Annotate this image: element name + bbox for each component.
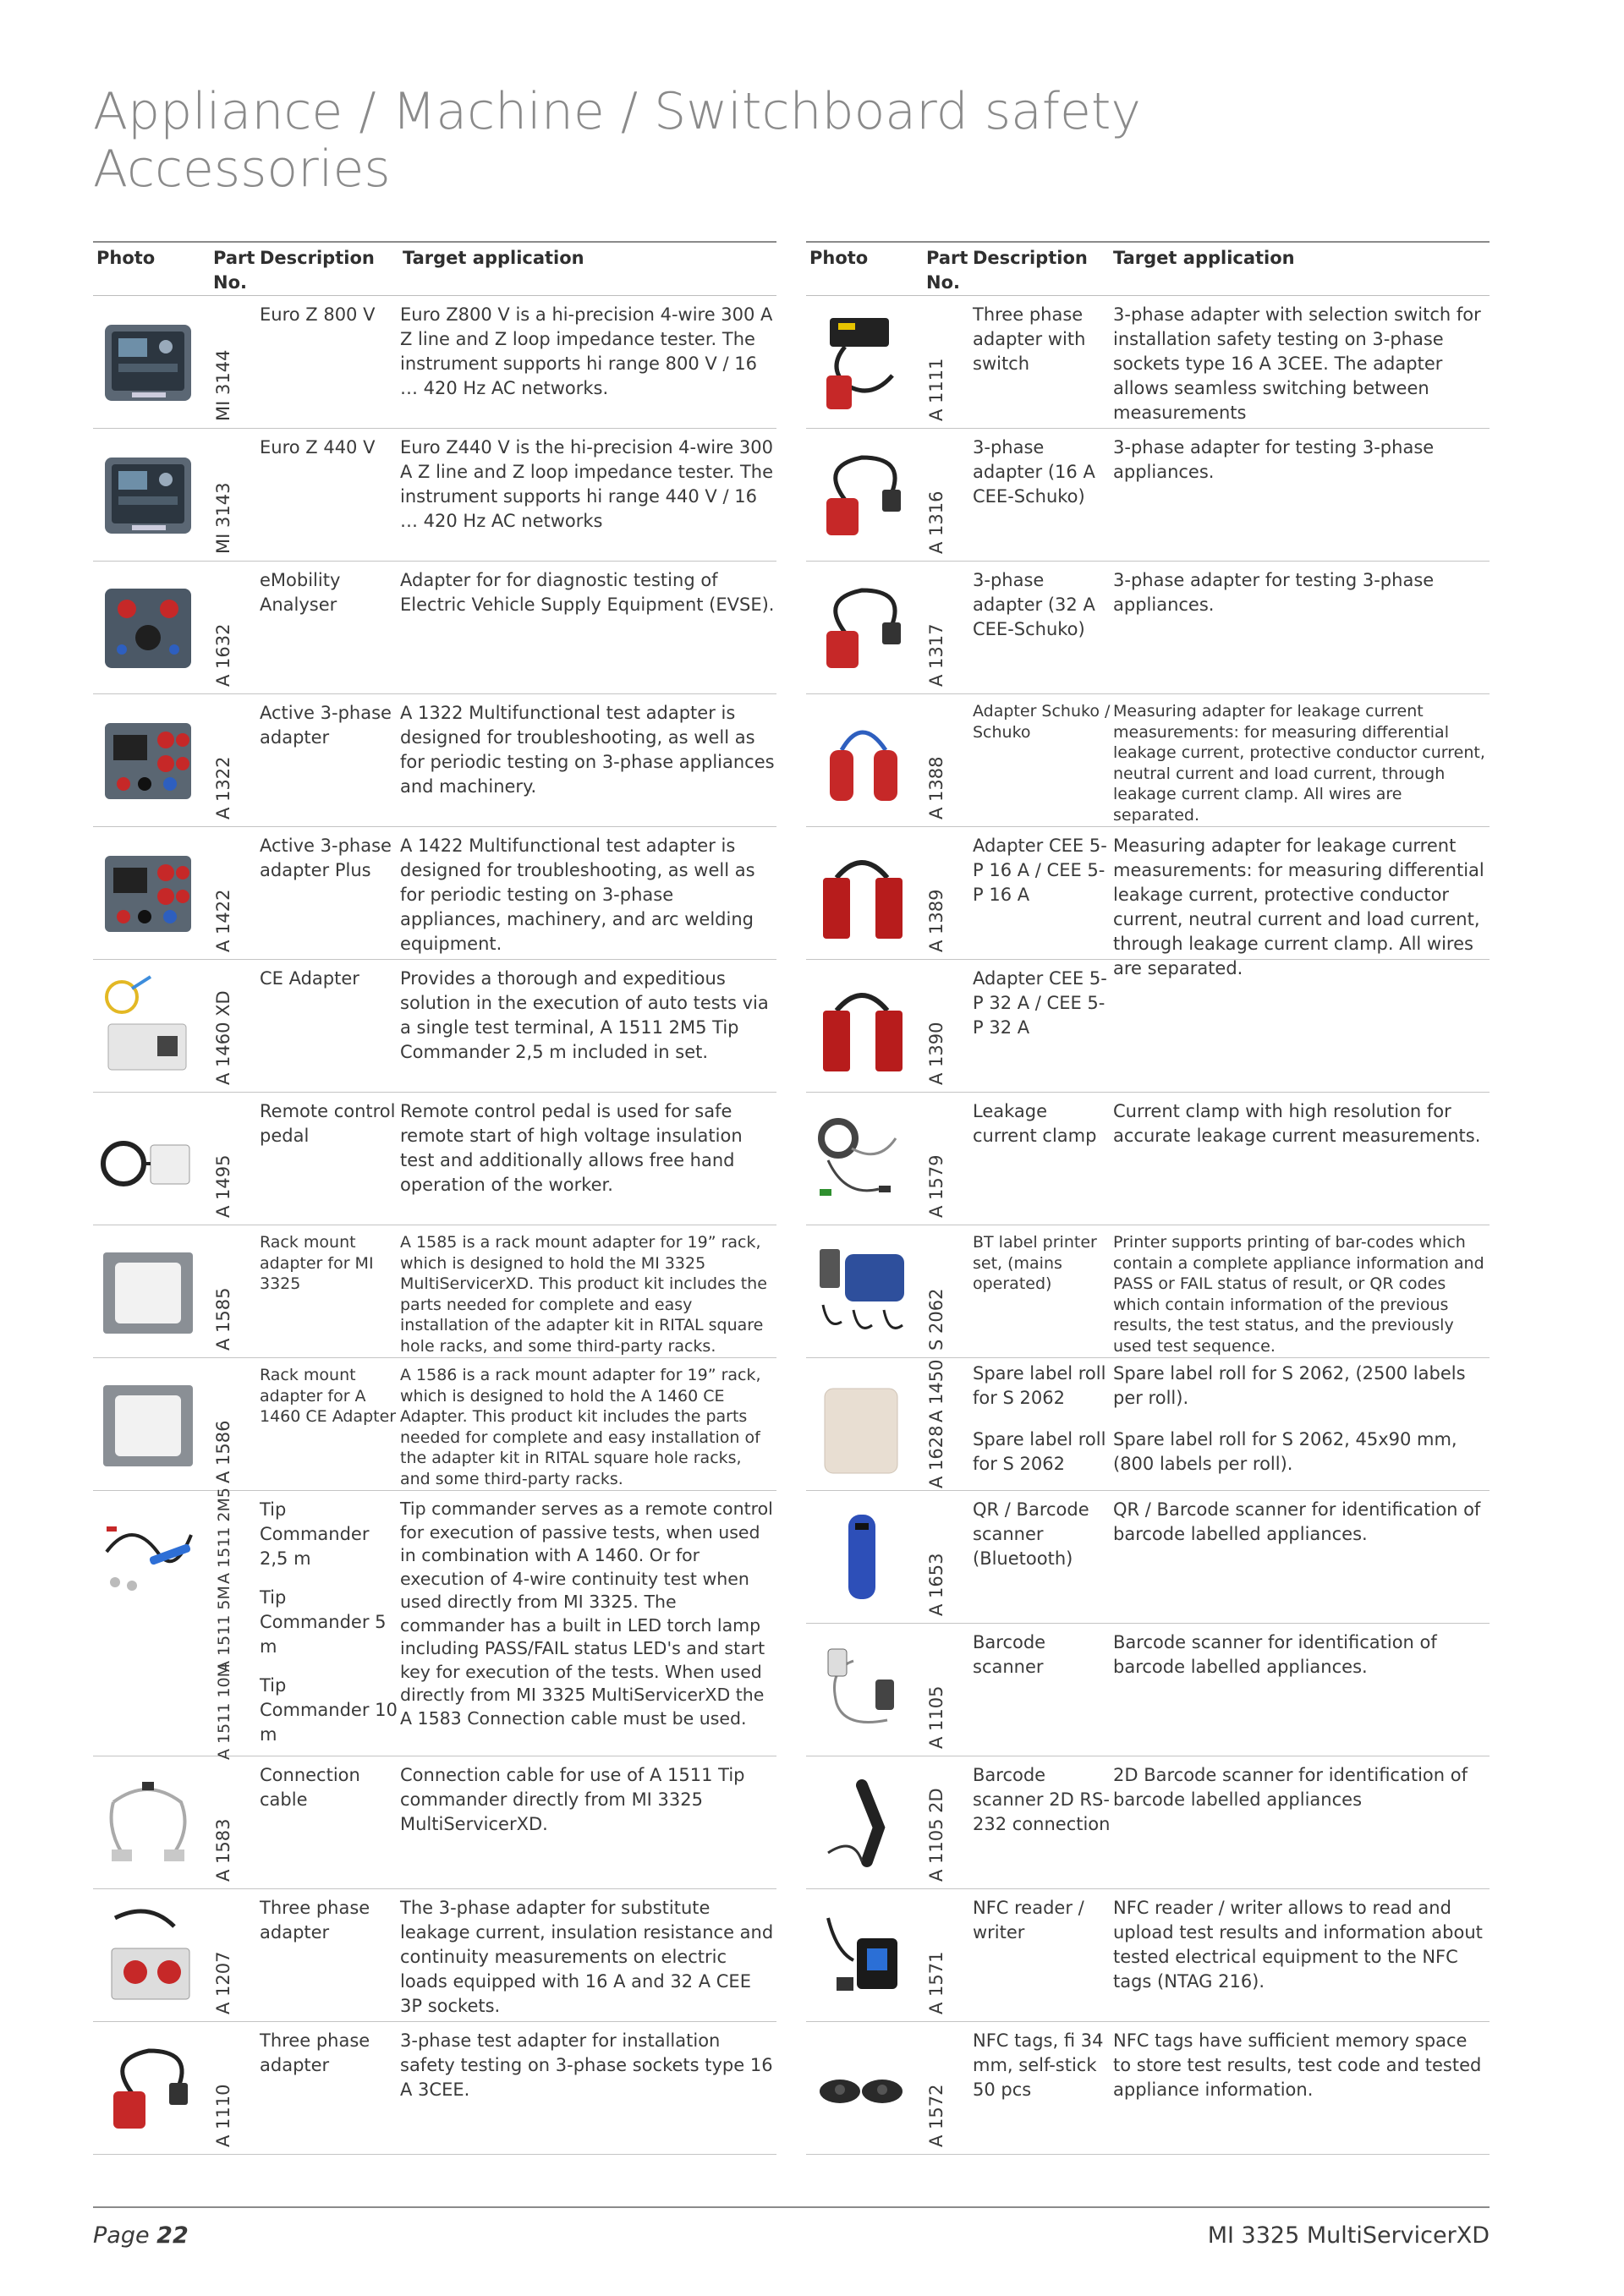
target-application: Connection cable for use of A 1511 Tip commander directly from MI 3325 MultiServicerXD. bbox=[400, 1765, 745, 1834]
description: Leakage current clamp bbox=[973, 1101, 1097, 1146]
target-application: A 1422 Multifunctional test adapter is designed for troubleshooting, as well as for periodic testing on 3-phase appliances, machinery, and arc welding equipment. bbox=[400, 836, 755, 954]
right-table-body bbox=[806, 296, 1490, 2155]
part-number bbox=[213, 2027, 239, 2147]
description: Three phase adapter with switch bbox=[973, 304, 1086, 374]
product-photo bbox=[811, 308, 911, 416]
description: CE Adapter bbox=[260, 968, 359, 989]
target-application: Tip commander serves as a remote control for execution of passive tests, when used in combination with A 1460. Or for execution of 4-wire continuity test when used directly from MI 3325. The commander has a built in LED torch lamp including PASS/FAIL status LED's and start key for execution of the tests. When used directly from MI 3325 MultiServicerXD the A 1583 Connection cable must be used. bbox=[400, 1499, 773, 1729]
plug-cable-icon bbox=[811, 441, 911, 549]
table-row bbox=[806, 2022, 1490, 2155]
footer-page-number: 22 bbox=[156, 2222, 189, 2249]
part-number bbox=[213, 301, 239, 421]
product-photo bbox=[98, 1768, 198, 1877]
description: Euro Z 800 V bbox=[260, 304, 376, 325]
description: NFC tags, fi 34 mm, self-stick 50 pcs bbox=[973, 2030, 1104, 2100]
header-photo: Photo bbox=[809, 248, 869, 268]
barcode-scanner-icon bbox=[811, 1636, 911, 1744]
product-photo bbox=[811, 1370, 911, 1478]
target-application: NFC tags have sufficient memory space to store test results, test code and tested appliance information. bbox=[1113, 2030, 1482, 2100]
connection-cable-icon bbox=[98, 1768, 198, 1877]
description: Barcode scanner bbox=[973, 1632, 1046, 1677]
part-number-text: A 1632 bbox=[213, 623, 233, 687]
table-header bbox=[806, 241, 1490, 296]
target-application: A 1586 is a rack mount adapter for 19” rack, which is designed to hold the A 1460 CE Adapter. This product kit includes the parts needed for complete and easy installation of the adapter kit in RITAL square hole racks, and some third-party racks. bbox=[400, 1366, 761, 1488]
product-photo bbox=[98, 1104, 198, 1213]
footer-divider bbox=[93, 2206, 1490, 2208]
part-number-text: A 1389 bbox=[926, 889, 946, 952]
target-application: The 3-phase adapter for substitute leakage current, insulation resistance and continuity measurements on electric loads equipped with 16 A and 32 A CEE 3P sockets. bbox=[400, 1898, 774, 2016]
target-application: Printer supports printing of bar-codes which contain a complete appliance information and PASS or FAIL status of result, or QR codes which contain information of the previous results, the test status, and the previously used test sequence. bbox=[1113, 1233, 1484, 1356]
table-row bbox=[93, 694, 776, 827]
target-application: Barcode scanner for identification of barcode labelled appliances. bbox=[1113, 1632, 1437, 1677]
nfc-reader-icon bbox=[811, 1901, 911, 2009]
part-number bbox=[213, 1584, 255, 1672]
bluetooth-scanner-icon bbox=[811, 1503, 911, 1611]
part-number bbox=[926, 1496, 952, 1616]
part-number bbox=[926, 1894, 952, 2014]
ce-adapter-icon bbox=[98, 972, 198, 1080]
target-application: NFC reader / writer allows to read and upload test results and information about tested electrical equipment to the NFC tags (NTAG 216). bbox=[1113, 1898, 1483, 1992]
part-number-text: MI 3143 bbox=[213, 482, 233, 554]
label-roll-icon bbox=[811, 1370, 911, 1478]
target-application: Spare label roll for S 2062, 45x90 mm, (800 labels per roll). bbox=[1113, 1429, 1457, 1474]
rack-mount-icon bbox=[98, 1370, 198, 1478]
part-number-text: A 1460 XD bbox=[213, 990, 233, 1085]
description: Spare label roll for S 2062 bbox=[973, 1363, 1106, 1408]
barcode-scanner-2d-icon bbox=[811, 1768, 911, 1877]
part-number-text: A 1511 5M bbox=[215, 1586, 233, 1672]
target-application: A 1322 Multifunctional test adapter is designed for troubleshooting, as well as for periodic testing on 3-phase appliances and machinery. bbox=[400, 703, 775, 797]
table-row bbox=[806, 1889, 1490, 2022]
target-application: Provides a thorough and expeditious solution in the execution of auto tests via a single test terminal, A 1511 2M5 Tip Commander 2,5 m included in set. bbox=[400, 968, 769, 1062]
part-number bbox=[926, 567, 952, 687]
active-adapter-icon bbox=[98, 839, 198, 947]
part-number-text: A 1586 bbox=[213, 1420, 233, 1483]
header-target: Target application bbox=[1113, 248, 1295, 268]
target-application: Current clamp with high resolution for accurate leakage current measurements. bbox=[1113, 1101, 1481, 1146]
part-number bbox=[213, 1363, 239, 1483]
table-row bbox=[93, 296, 776, 429]
label-printer-icon bbox=[811, 1237, 911, 1345]
target-application: 3-phase adapter with selection switch for installation safety testing on 3-phase sockets type 16 A 3CEE. The adapter allows seamless switching between measurements bbox=[1113, 304, 1481, 423]
footer-page bbox=[93, 2222, 189, 2249]
part-number-text: MI 3144 bbox=[213, 349, 233, 421]
rack-mount-icon bbox=[98, 1237, 198, 1345]
table-row bbox=[93, 1225, 776, 1358]
part-number-text: A 1111 bbox=[926, 358, 946, 421]
part-number-text: A 1110 bbox=[213, 2084, 233, 2147]
table-row bbox=[93, 1093, 776, 1225]
part-number bbox=[926, 301, 952, 421]
part-number bbox=[213, 434, 239, 554]
header-description: Description bbox=[973, 248, 1088, 268]
header-target: Target application bbox=[403, 248, 584, 268]
description: Connection cable bbox=[260, 1765, 360, 1810]
target-application: Euro Z440 V is the hi-precision 4-wire 300 A Z line and Z loop impedance tester. The instrument supports hi range 440 V / 16 … 420 Hz AC networks bbox=[400, 437, 774, 531]
description: Tip Commander 2,5 m bbox=[260, 1499, 370, 1569]
part-number-text: A 1105 bbox=[926, 1685, 946, 1749]
footer-page-label: Page bbox=[93, 2222, 150, 2249]
part-number-text: A 1390 bbox=[926, 1022, 946, 1085]
target-application: 3-phase adapter for testing 3-phase appliances. bbox=[1113, 570, 1435, 615]
part-number bbox=[213, 1894, 239, 2014]
target-application: A 1585 is a rack mount adapter for 19” rack, which is designed to hold the MI 3325 MultiServicerXD. This product kit includes the parts needed for complete and easy installation of the adapter kit in RITAL square hole racks, and some third-party racks. bbox=[400, 1233, 767, 1356]
description: eMobility Analyser bbox=[260, 570, 341, 615]
description: BT label printer set, (mains operated) bbox=[973, 1233, 1097, 1293]
three-phase-box-icon bbox=[98, 1901, 198, 2009]
table-row bbox=[93, 1889, 776, 2022]
part-number-text: A 1422 bbox=[213, 889, 233, 952]
plug-cable-icon bbox=[98, 2034, 198, 2142]
table-row bbox=[806, 694, 1490, 827]
product-photo bbox=[811, 1104, 911, 1213]
table-row bbox=[806, 827, 1490, 978]
target-application: Measuring adapter for leakage current measurements: for measuring differential leakage current, protective conductor current, neutral current and load current, through leakage current clamp. All wires are separated. bbox=[1113, 836, 1484, 978]
part-number-text: S 2062 bbox=[926, 1288, 946, 1351]
active-adapter-icon bbox=[98, 706, 198, 814]
title-line-2: Accessories bbox=[93, 140, 391, 199]
tip-commander-variant bbox=[213, 1663, 399, 1760]
description: NFC reader / writer bbox=[973, 1898, 1084, 1943]
tip-commander-icon bbox=[98, 1501, 198, 1609]
table-row-label-rolls bbox=[806, 1358, 1490, 1491]
description: Rack mount adapter for A 1460 CE Adapter bbox=[260, 1366, 397, 1426]
header-description: Description bbox=[260, 248, 375, 268]
part-number bbox=[213, 1762, 239, 1882]
product-photo bbox=[98, 1501, 198, 1609]
cee-adapter-icon bbox=[811, 839, 911, 947]
part-number-text: A 1322 bbox=[213, 756, 233, 819]
target-application: Euro Z800 V is a hi-precision 4-wire 300 A Z line and Z loop impedance tester. The instrument supports hi range 800 V / 16 … 420 Hz AC networks. bbox=[400, 304, 773, 398]
part-number bbox=[926, 965, 952, 1085]
description: Remote control pedal bbox=[260, 1101, 396, 1146]
part-number bbox=[926, 1098, 952, 1218]
product-photo bbox=[98, 573, 198, 682]
product-photo bbox=[98, 2034, 198, 2142]
table-row bbox=[806, 1756, 1490, 1889]
table-row bbox=[93, 562, 776, 694]
table-row bbox=[806, 1225, 1490, 1358]
product-photo bbox=[98, 1237, 198, 1345]
part-number-text: A 1388 bbox=[926, 756, 946, 819]
footer-product: MI 3325 MultiServicerXD bbox=[1207, 2222, 1490, 2249]
target-application: 2D Barcode scanner for identification of barcode labelled appliances bbox=[1113, 1765, 1468, 1810]
part-number-text: A 1317 bbox=[926, 623, 946, 687]
product-photo bbox=[811, 839, 911, 947]
header-part-no: Part No. bbox=[926, 248, 968, 293]
table-row bbox=[806, 1491, 1490, 1624]
target-application: Measuring adapter for leakage current measurements: for measuring differential leakage current, protective conductor current, neutral current and load current, through leakage current clamp. All wires are separated. bbox=[1113, 702, 1485, 825]
description: QR / Barcode scanner (Bluetooth) bbox=[973, 1499, 1089, 1569]
target-application: Spare label roll for S 2062, (2500 labels per roll). bbox=[1113, 1363, 1466, 1408]
product-photo bbox=[811, 1636, 911, 1744]
description: Three phase adapter bbox=[260, 1898, 370, 1943]
part-number bbox=[213, 832, 239, 952]
tip-commander-variant bbox=[213, 1584, 399, 1672]
cee-adapter-icon bbox=[811, 972, 911, 1080]
table-row bbox=[93, 960, 776, 1093]
product-photo bbox=[811, 441, 911, 549]
left-accessories-table bbox=[93, 241, 776, 2155]
table-row bbox=[93, 1756, 776, 1889]
description: Three phase adapter bbox=[260, 2030, 370, 2075]
table-row bbox=[806, 1624, 1490, 1756]
part-number-text: A 1572 bbox=[926, 2084, 946, 2147]
part-number bbox=[213, 567, 239, 687]
emobility-analyser-icon bbox=[98, 573, 198, 682]
product-photo bbox=[811, 573, 911, 682]
product-photo bbox=[98, 1901, 198, 2009]
table-row bbox=[806, 296, 1490, 429]
part-number bbox=[213, 1488, 255, 1584]
description: Adapter CEE 5-P 16 A / CEE 5-P 16 A bbox=[973, 836, 1107, 905]
product-photo bbox=[811, 1768, 911, 1877]
part-number-text: A 1511 2M5 bbox=[215, 1488, 233, 1584]
nfc-tags-icon bbox=[811, 2034, 911, 2142]
description: Barcode scanner 2D RS-232 connection bbox=[973, 1765, 1111, 1834]
table-row bbox=[806, 562, 1490, 694]
part-number bbox=[926, 1629, 952, 1749]
product-photo bbox=[98, 308, 198, 416]
part-number-text: A 1653 bbox=[926, 1553, 946, 1616]
description: 3-phase adapter (16 A CEE-Schuko) bbox=[973, 437, 1095, 507]
part-number bbox=[926, 1360, 952, 1422]
product-photo bbox=[98, 1370, 198, 1478]
target-application: Remote control pedal is used for safe remote start of high voltage insulation test and additionally allows free hand operation of the worker. bbox=[400, 1101, 743, 1195]
title-line-1: Appliance / Machine / Switchboard safety bbox=[93, 82, 1141, 141]
product-photo bbox=[811, 1503, 911, 1611]
description: Adapter Schuko / Schuko bbox=[973, 702, 1111, 742]
part-number bbox=[213, 1098, 239, 1218]
part-number-text: A 1571 bbox=[926, 1951, 946, 2014]
description: Rack mount adapter for MI 3325 bbox=[260, 1233, 374, 1293]
part-number-text: A 1579 bbox=[926, 1154, 946, 1218]
description: Adapter CEE 5-P 32 A / CEE 5-P 32 A bbox=[973, 968, 1107, 1038]
header-part-no: Part No. bbox=[213, 248, 255, 293]
left-table-body bbox=[93, 296, 776, 2155]
target-application: QR / Barcode scanner for identification of barcode labelled appliances. bbox=[1113, 1499, 1481, 1544]
description: Spare label roll for S 2062 bbox=[973, 1429, 1106, 1474]
product-photo bbox=[98, 972, 198, 1080]
part-number-text: A 1495 bbox=[213, 1154, 233, 1218]
target-application: Adapter for for diagnostic testing of Electric Vehicle Supply Equipment (EVSE). bbox=[400, 570, 775, 615]
description: Active 3-phase adapter bbox=[260, 703, 392, 748]
switch-adapter-icon bbox=[811, 308, 911, 416]
product-photo bbox=[98, 839, 198, 947]
part-number bbox=[926, 1426, 952, 1488]
table-row bbox=[93, 827, 776, 960]
part-number-text: A 1316 bbox=[926, 490, 946, 554]
table-row bbox=[93, 429, 776, 562]
part-number bbox=[926, 832, 952, 952]
table-row-tip-commander bbox=[93, 1488, 776, 1760]
product-photo bbox=[98, 441, 198, 549]
table-row bbox=[806, 429, 1490, 562]
impedance-tester-icon bbox=[98, 441, 198, 549]
part-number-text: A 1583 bbox=[213, 1818, 233, 1882]
product-photo bbox=[811, 972, 911, 1080]
part-number-text: A 1207 bbox=[213, 1951, 233, 2014]
part-number bbox=[926, 434, 952, 554]
current-clamp-icon bbox=[811, 1104, 911, 1213]
part-number bbox=[213, 1230, 239, 1351]
target-application: 3-phase adapter for testing 3-phase appliances. bbox=[1113, 437, 1435, 482]
product-photo bbox=[811, 2034, 911, 2142]
part-number bbox=[926, 1230, 952, 1351]
description: Tip Commander 10 m bbox=[260, 1675, 398, 1745]
description: Tip Commander 5 m bbox=[260, 1587, 387, 1657]
impedance-tester-icon bbox=[98, 308, 198, 416]
schuko-adapter-icon bbox=[811, 706, 911, 814]
table-row bbox=[806, 1093, 1490, 1225]
table-row bbox=[93, 1358, 776, 1491]
part-number-text: A 1105 2D bbox=[926, 1788, 946, 1882]
product-photo bbox=[811, 706, 911, 814]
page-title bbox=[93, 83, 1362, 198]
part-number-text: A 1511 10M bbox=[215, 1663, 233, 1760]
description: Active 3-phase adapter Plus bbox=[260, 836, 392, 880]
target-application: 3-phase test adapter for installation safety testing on 3-phase sockets type 16 A 3CEE. bbox=[400, 2030, 773, 2100]
description: Euro Z 440 V bbox=[260, 437, 376, 458]
part-number-text: A 1450 bbox=[926, 1359, 946, 1422]
part-number bbox=[213, 965, 239, 1085]
product-photo bbox=[98, 706, 198, 814]
part-number-text: A 1628 bbox=[926, 1425, 946, 1488]
part-number bbox=[926, 2027, 952, 2147]
table-row bbox=[93, 2022, 776, 2155]
plug-cable-icon bbox=[811, 573, 911, 682]
part-number bbox=[926, 1762, 952, 1882]
part-number-text: A 1585 bbox=[213, 1287, 233, 1351]
product-photo bbox=[811, 1237, 911, 1345]
product-photo bbox=[811, 1901, 911, 2009]
header-photo: Photo bbox=[96, 248, 156, 268]
part-number bbox=[213, 1663, 255, 1760]
tip-commander-variant bbox=[213, 1488, 399, 1584]
pedal-icon bbox=[98, 1104, 198, 1213]
right-accessories-table bbox=[806, 241, 1490, 2155]
part-number bbox=[926, 699, 952, 819]
table-header bbox=[93, 241, 776, 296]
description: 3-phase adapter (32 A CEE-Schuko) bbox=[973, 570, 1095, 639]
part-number bbox=[213, 699, 239, 819]
